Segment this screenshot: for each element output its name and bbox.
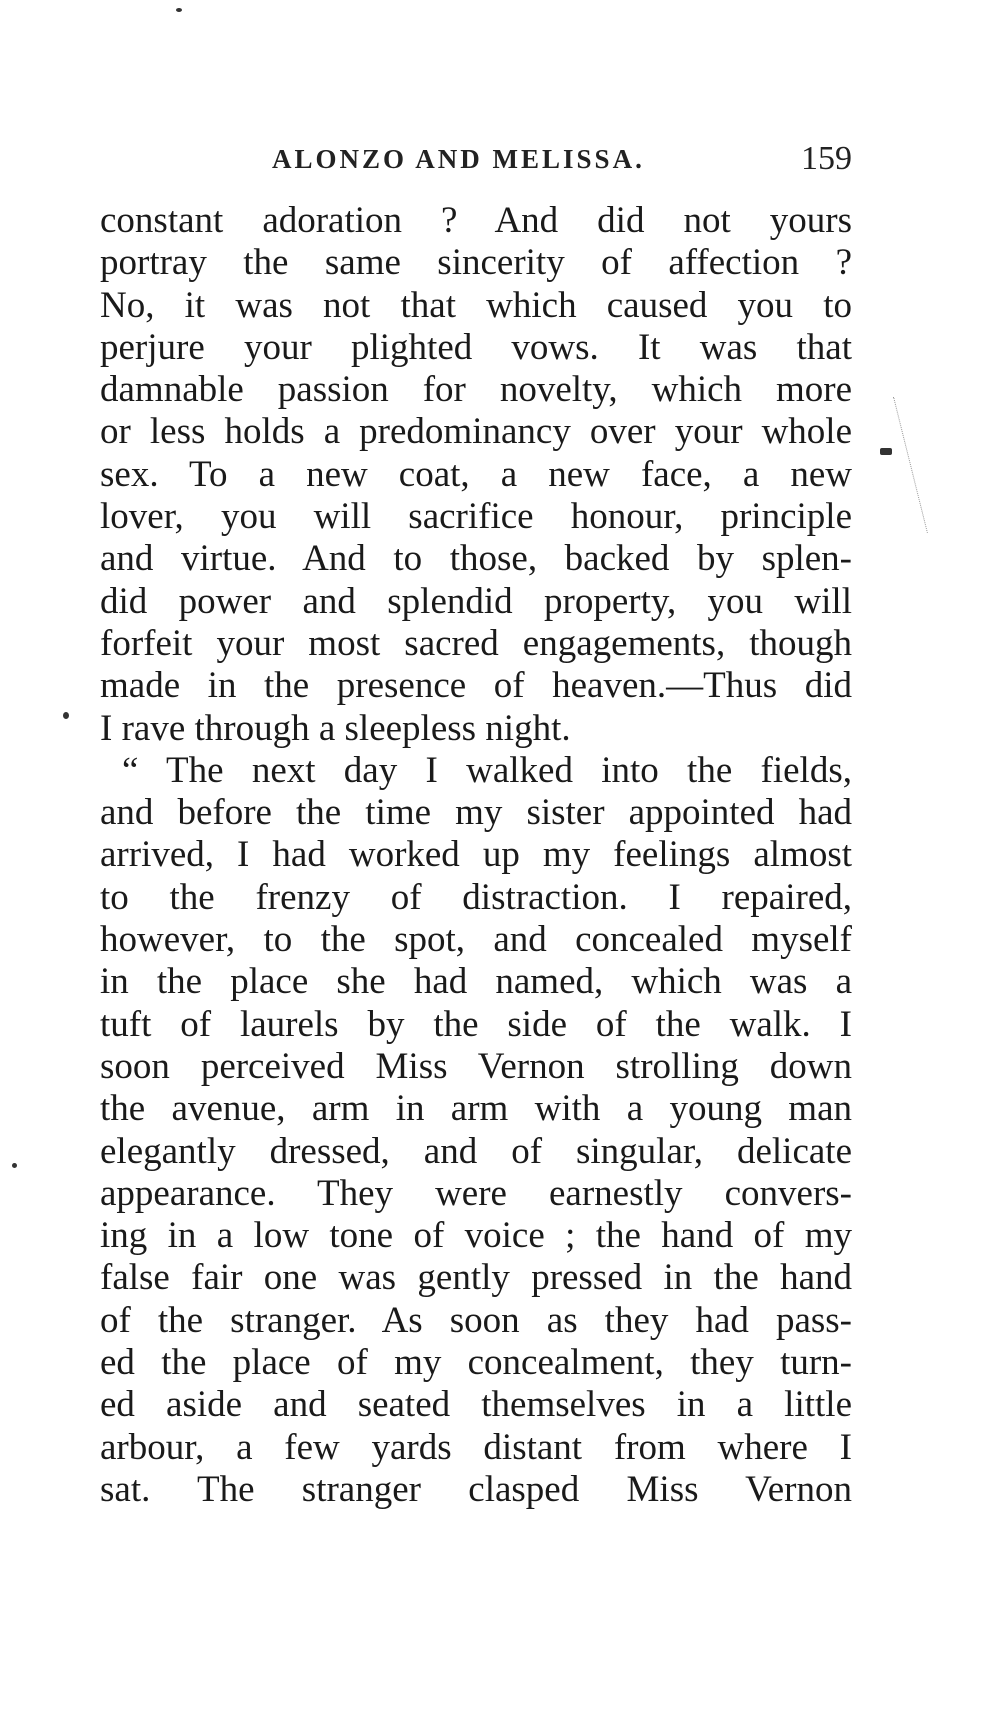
text-line: soon perceived Miss Vernon strolling down xyxy=(100,1045,852,1087)
page-number: 159 xyxy=(801,140,852,177)
text-line: and virtue. And to those, backed by splen- xyxy=(100,538,852,580)
text-line: elegantly dressed, and of singular, delicate xyxy=(100,1130,852,1172)
text-line: and before the time my sister appointed had xyxy=(100,792,852,834)
text-line: arrived, I had worked up my feelings almost xyxy=(100,834,852,876)
running-title: ALONZO AND MELISSA. xyxy=(272,144,645,174)
text-line: lover, you will sacrifice honour, principle xyxy=(100,496,852,538)
text-line: arbour, a few yards distant from where I xyxy=(100,1426,852,1468)
running-head xyxy=(100,140,852,180)
text-line: ing in a low tone of voice ; the hand of my xyxy=(100,1215,852,1257)
text-line: did power and splendid property, you will xyxy=(100,580,852,622)
text-line: sex. To a new coat, a new face, a new xyxy=(100,453,852,495)
text-line: portray the same sincerity of affection ? xyxy=(100,242,852,284)
ink-speck xyxy=(176,8,182,12)
text-line: appearance. They were earnestly convers- xyxy=(100,1172,852,1214)
text-line: or less holds a predominancy over your whole xyxy=(100,411,852,453)
margin-scratch xyxy=(893,397,928,533)
ink-speck xyxy=(63,712,69,719)
text-line: false fair one was gently pressed in the hand xyxy=(100,1257,852,1299)
text-line: ed the place of my concealment, they turn- xyxy=(100,1342,852,1384)
text-line: constant adoration ? And did not yours xyxy=(100,200,852,241)
text-line: of the stranger. As soon as they had pass- xyxy=(100,1299,852,1341)
text-line: to the frenzy of distraction. I repaired, xyxy=(100,876,852,918)
text-line: sat. The stranger clasped Miss Vernon xyxy=(100,1468,852,1510)
text-line: tuft of laurels by the side of the walk. I xyxy=(100,1003,852,1045)
text-line: “ The next day I walked into the fields, xyxy=(122,749,852,791)
text-line: however, to the spot, and concealed myself xyxy=(100,919,852,961)
text-line: ed aside and seated themselves in a little xyxy=(100,1384,852,1426)
body-text xyxy=(100,200,852,1511)
text-line: made in the presence of heaven.—Thus did xyxy=(100,665,852,707)
text-line: perjure your plighted vows. It was that xyxy=(100,326,852,368)
text-line: forfeit your most sacred engagements, though xyxy=(100,622,852,664)
ink-speck xyxy=(12,1163,17,1168)
ink-speck xyxy=(880,448,892,455)
text-line: in the place she had named, which was a xyxy=(100,961,852,1003)
text-line: damnable passion for novelty, which more xyxy=(100,369,852,411)
text-line: I rave through a sleepless night. xyxy=(100,707,571,749)
text-line: the avenue, arm in arm with a young man xyxy=(100,1088,852,1130)
text-line: No, it was not that which caused you to xyxy=(100,284,852,326)
